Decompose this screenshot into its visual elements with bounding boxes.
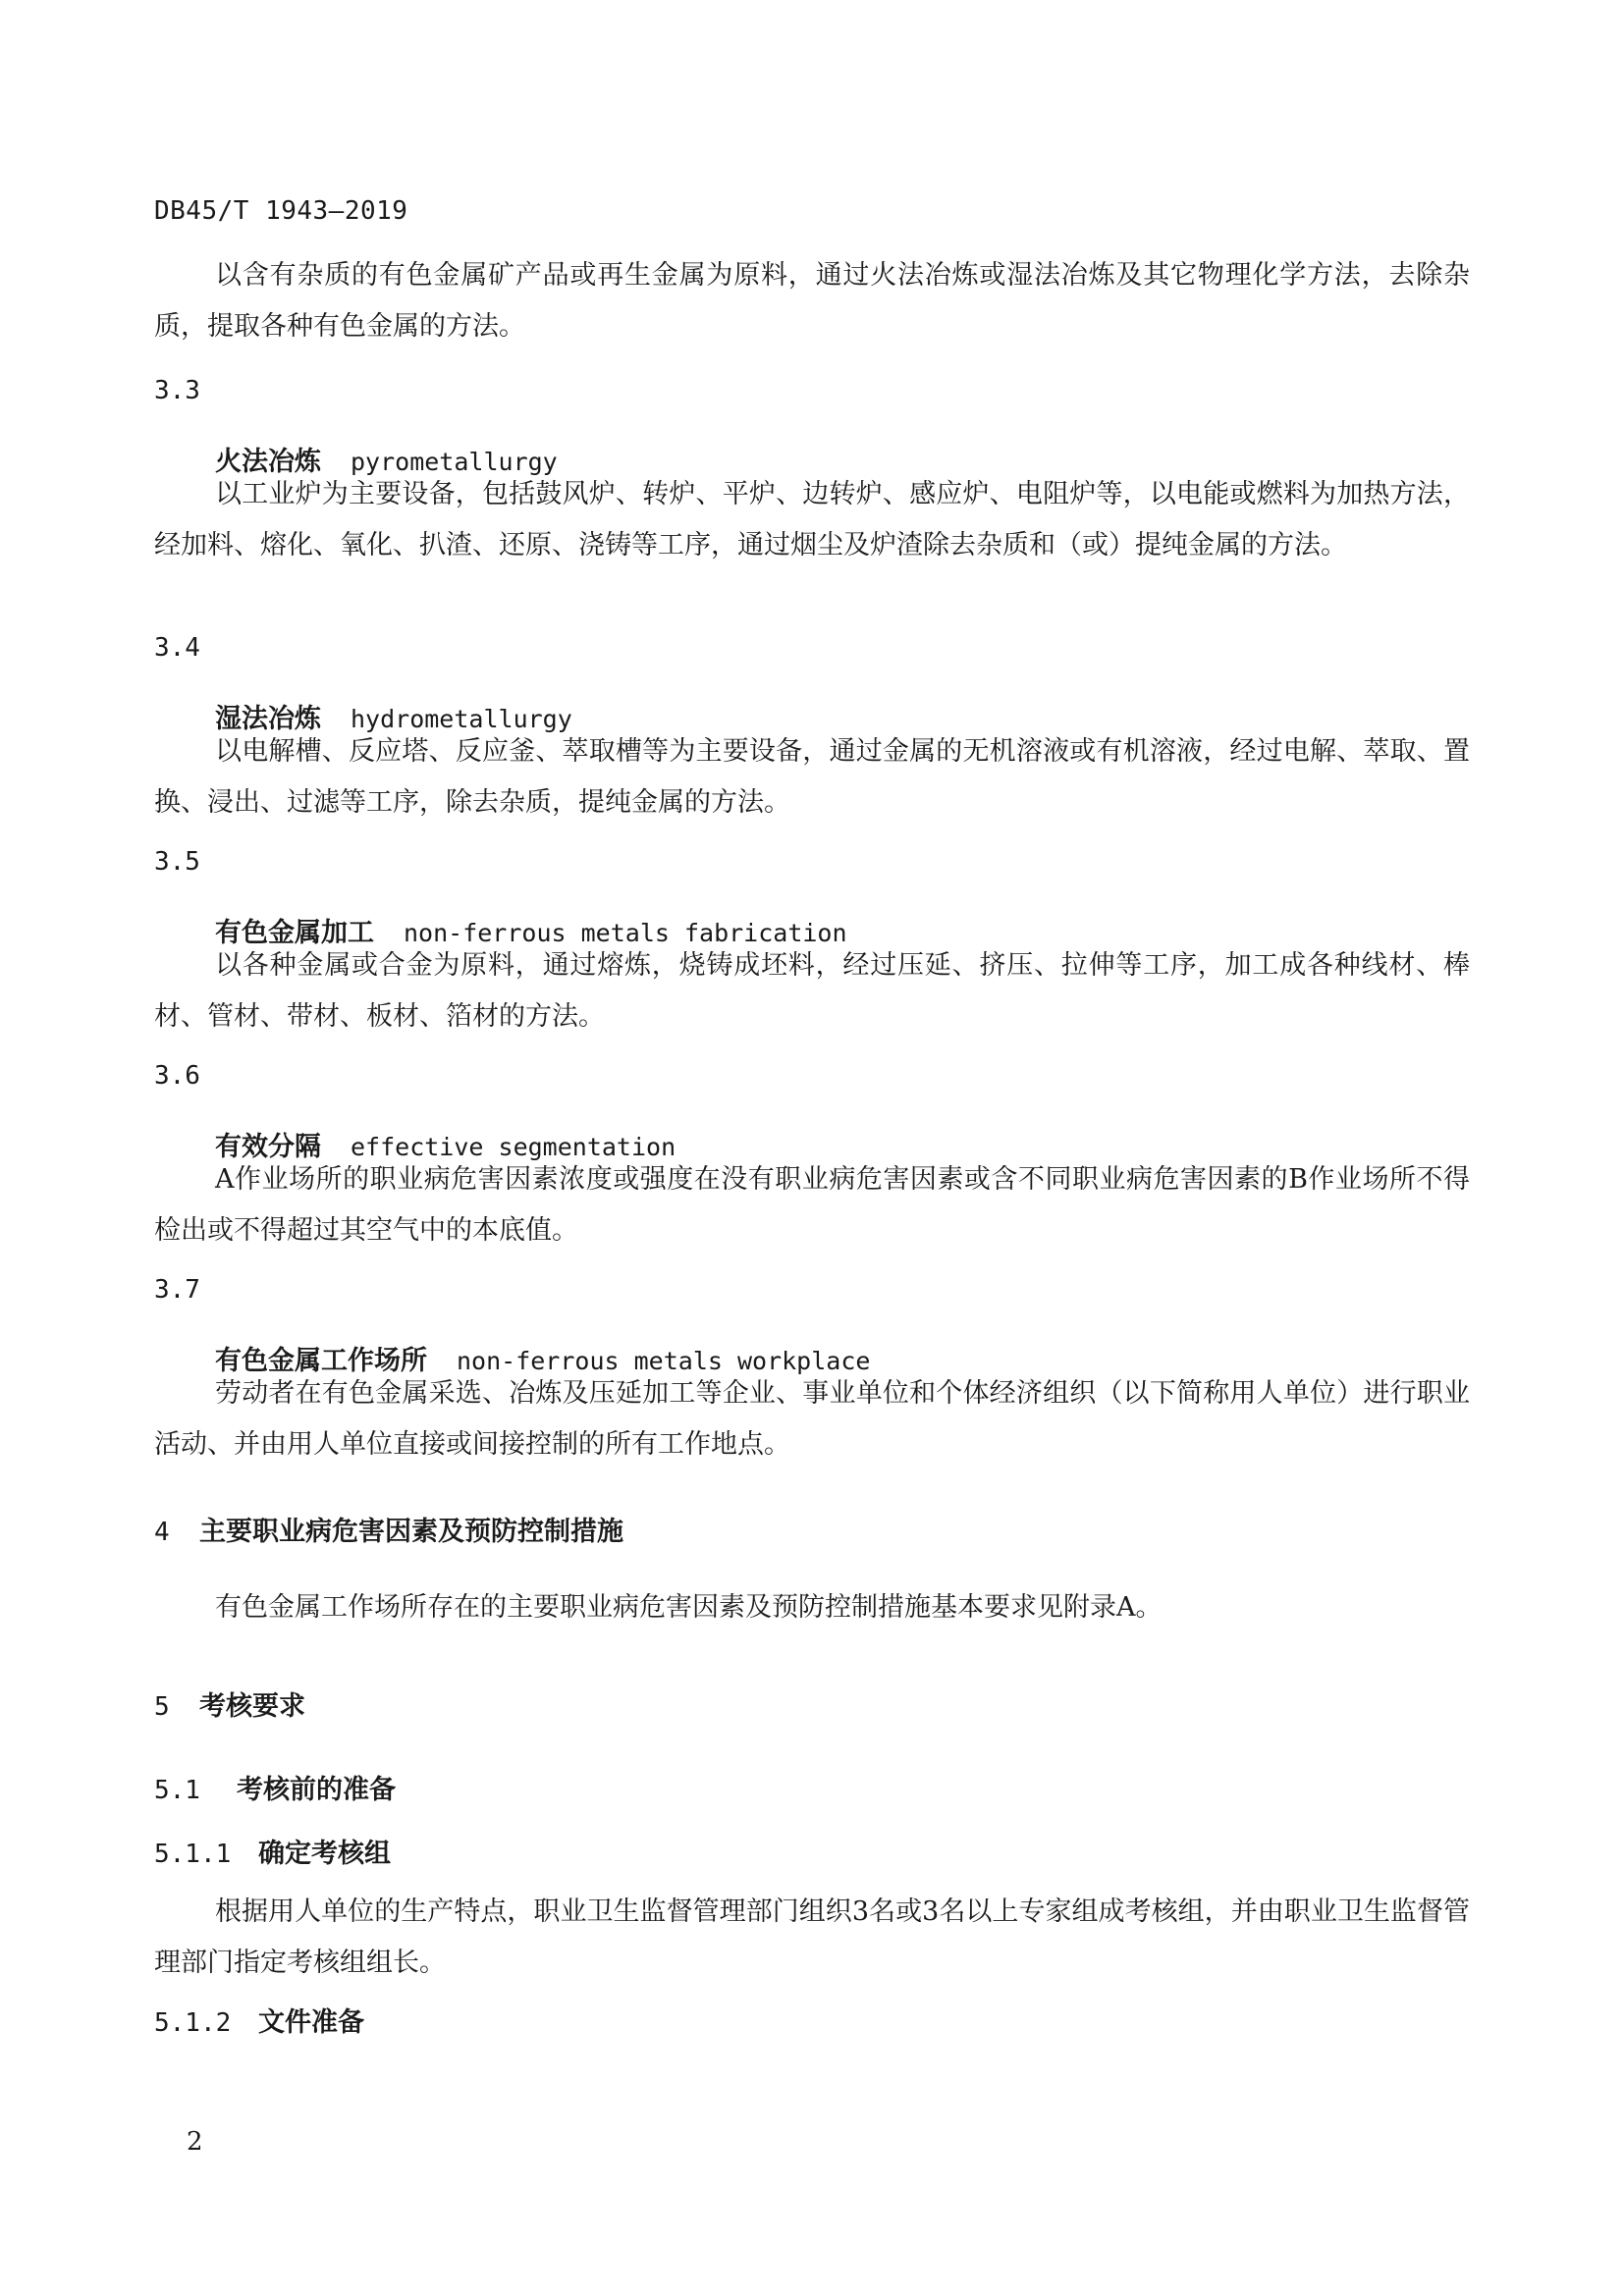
section-5-1-2-title: 文件准备 <box>258 2007 364 2038</box>
term-number-3-5: 3.5 <box>154 847 200 877</box>
term-3-4-zh: 湿法冶炼 <box>215 704 321 734</box>
term-3-7-en: non-ferrous metals workplace <box>457 1347 871 1375</box>
section-5-1-1-heading <box>154 1832 391 1870</box>
section-4-number: 4 <box>154 1518 170 1547</box>
term-3-5-en: non-ferrous metals fabrication <box>404 919 847 947</box>
term-3-3-definition: 以工业炉为主要设备，包括鼓风炉、转炉、平炉、边转炉、感应炉、电阻炉等，以电能或燃料为加热方法，经加料、熔化、氧化、扒渣、还原、浇铸等工序，通过烟尘及炉渣除去杂质和（或）提纯金属的方法。 <box>154 479 1470 561</box>
term-3-4-definition: 以电解槽、反应塔、反应釜、萃取槽等为主要设备，通过金属的无机溶液或有机溶液，经过电解、萃取、置换、浸出、过滤等工序，除去杂质，提纯金属的方法。 <box>154 736 1470 818</box>
section-5-number: 5 <box>154 1692 170 1722</box>
section-5-1-number: 5.1 <box>154 1776 200 1805</box>
section-5-heading <box>154 1684 305 1723</box>
term-3-3-en: pyrometallurgy <box>351 448 558 476</box>
term-3-6-en: effective segmentation <box>351 1133 676 1161</box>
intro-paragraph: 以含有杂质的有色金属矿产品或再生金属为原料，通过火法冶炼或湿法冶炼及其它物理化学方法，去除杂质，提取各种有色金属的方法。 <box>154 260 1470 342</box>
document-id-header: DB45/T 1943—2019 <box>154 196 408 226</box>
term-3-5-definition: 以各种金属或合金为原料，通过熔炼，烧铸成坯料，经过压延、挤压、拉伸等工序，加工成各种线材、棒材、管材、带材、板材、箔材的方法。 <box>154 950 1470 1032</box>
section-5-1-1-number: 5.1.1 <box>154 1840 232 1869</box>
term-number-3-3: 3.3 <box>154 376 200 405</box>
section-4-body: 有色金属工作场所存在的主要职业病危害因素及预防控制措施基本要求见附录A。 <box>215 1592 1163 1623</box>
section-5-1-2-number: 5.1.2 <box>154 2008 232 2038</box>
term-3-7-zh: 有色金属工作场所 <box>215 1346 427 1376</box>
term-number-3-6: 3.6 <box>154 1061 200 1091</box>
section-5-1-heading <box>154 1768 396 1806</box>
section-4-title: 主要职业病危害因素及预防控制措施 <box>199 1517 623 1547</box>
section-4-heading <box>154 1510 623 1548</box>
section-5-title: 考核要求 <box>199 1691 305 1722</box>
section-5-1-1-body: 根据用人单位的生产特点，职业卫生监督管理部门组织3名或3名以上专家组成考核组，并由职业卫生监督管理部门指定考核组组长。 <box>154 1896 1470 1978</box>
term-number-3-4: 3.4 <box>154 633 200 663</box>
section-5-1-1-title: 确定考核组 <box>258 1839 391 1869</box>
section-5-1-2-heading <box>154 2001 364 2039</box>
page-number: 2 <box>187 2127 203 2157</box>
term-3-4-en: hydrometallurgy <box>351 705 572 733</box>
term-3-6-zh: 有效分隔 <box>215 1132 321 1162</box>
term-number-3-7: 3.7 <box>154 1275 200 1305</box>
section-5-1-title: 考核前的准备 <box>237 1775 396 1805</box>
term-3-7-definition: 劳动者在有色金属采选、冶炼及压延加工等企业、事业单位和个体经济组织（以下简称用人单位）进行职业活动、并由用人单位直接或间接控制的所有工作地点。 <box>154 1378 1470 1460</box>
term-3-3-zh: 火法冶炼 <box>215 447 321 477</box>
term-3-6-definition: A作业场所的职业病危害因素浓度或强度在没有职业病危害因素或含不同职业病危害因素的B作业场所不得检出或不得超过其空气中的本底值。 <box>154 1164 1470 1246</box>
term-3-5-zh: 有色金属加工 <box>215 918 374 948</box>
